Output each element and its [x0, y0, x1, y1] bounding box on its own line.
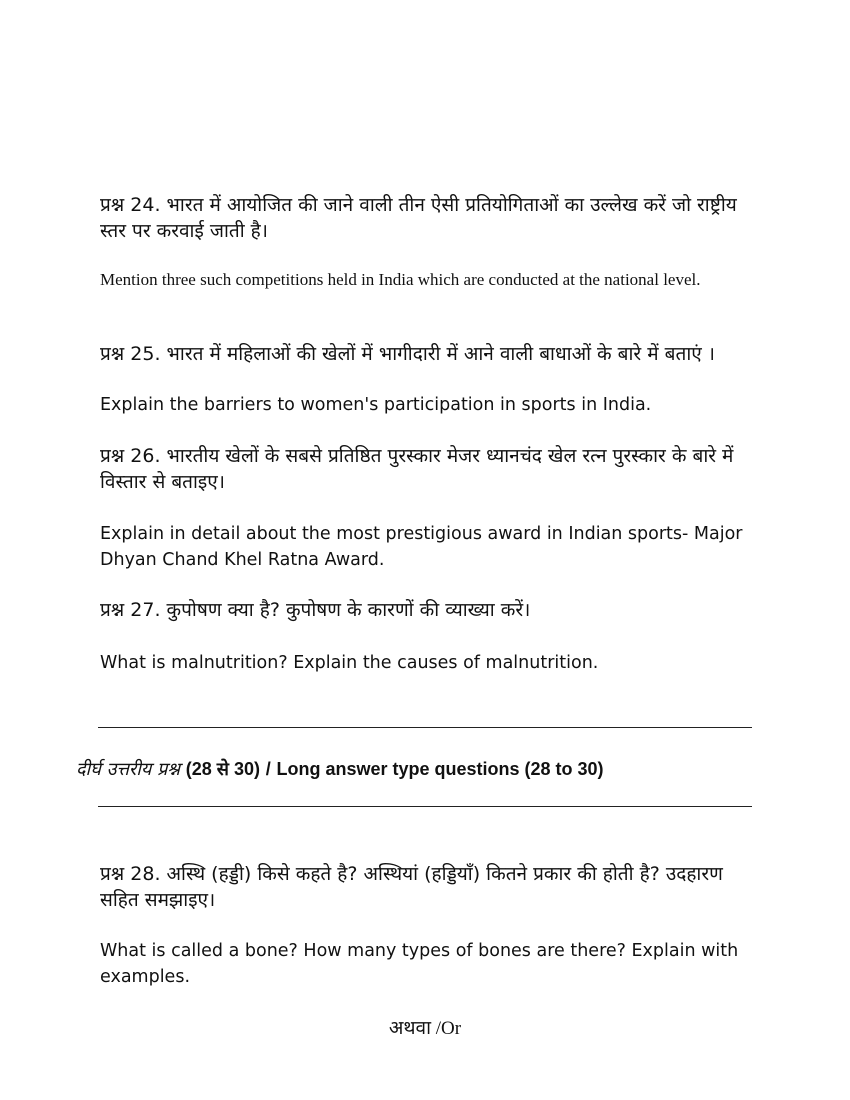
question-28-hindi: प्रश्न 28. अस्थि (हड्डी) किसे कहते है? अस्थियां (हड्डियाँ) कितने प्रकार की होती है? उदहारण सहित समझाइए। — [100, 863, 723, 911]
question-24-english: Mention three such competitions held in India which are conducted at the national level. — [100, 270, 701, 289]
section-hindi-range: (28 से 30) — [185, 759, 260, 779]
section-bottom-rule — [98, 806, 752, 807]
question-26-english: Explain in detail about the most prestigious award in Indian sports- Major Dhyan Chand Khel Ratna Award. — [100, 524, 743, 570]
question-25-hindi: प्रश्न 25. भारत में महिलाओं की खेलों में भागीदारी में आने वाली बाधाओं के बारे में बताएं । — [100, 343, 715, 365]
question-28-english: What is called a bone? How many types of bones are there? Explain with examples. — [100, 941, 739, 987]
section-hindi-label: दीर्घ उत्तरीय प्रश्न — [76, 759, 181, 780]
question-24-hindi: प्रश्न 24. भारत में आयोजित की जाने वाली तीन ऐसी प्रतियोगिताओं का उल्लेख करें जो राष्ट्रीय स्तर पर करवाई जाती है। — [100, 194, 737, 242]
section-separator: / — [265, 759, 271, 779]
question-25-english: Explain the barriers to women's participation in sports in India. — [100, 395, 652, 415]
section-top-rule — [98, 727, 752, 728]
or-separator-text: अथवा /Or — [388, 1018, 462, 1039]
question-26-hindi: प्रश्न 26. भारतीय खेलों के सबसे प्रतिष्ठित पुरस्कार मेजर ध्यानचंद खेल रत्न पुरस्कार के बारे में विस्तार से बताइए। — [100, 445, 734, 493]
section-heading — [76, 756, 776, 783]
section-english-label: Long answer type questions (28 to 30) — [276, 759, 604, 779]
question-27-hindi: प्रश्न 27. कुपोषण क्या है? कुपोषण के कारणों की व्याख्या करें। — [100, 599, 531, 621]
question-27-english: What is malnutrition? Explain the causes of malnutrition. — [100, 653, 599, 673]
